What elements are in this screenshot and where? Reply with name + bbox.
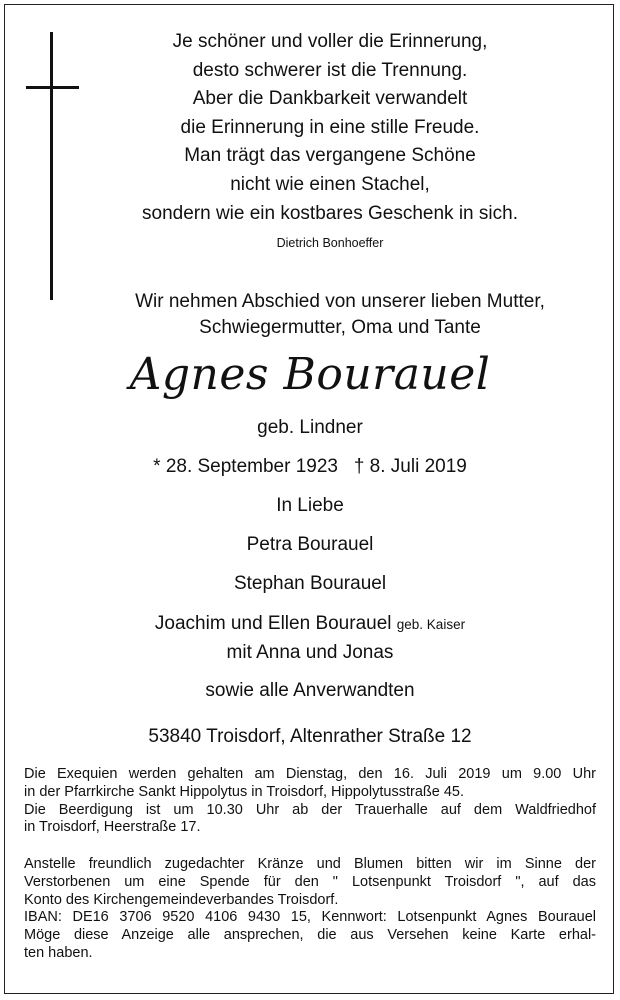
intro-line: Wir nehmen Abschied von unserer lieben Mutter, bbox=[135, 291, 545, 312]
family-member: Petra Bourauel bbox=[246, 534, 374, 555]
poem bbox=[80, 28, 580, 228]
poem-line: desto schwerer ist die Trennung. bbox=[192, 59, 468, 81]
donation-info bbox=[24, 856, 596, 963]
family-others: sowie alle Anverwandten bbox=[205, 680, 415, 701]
family-member: mit Anna und Jonas bbox=[226, 642, 394, 663]
donation-line: Anstelle freundlich zugedachter Kränze und Blumen bitten wir im Sinne der bbox=[24, 856, 596, 872]
poem-line: die Erinnerung in eine stille Freude. bbox=[180, 116, 480, 138]
family-member: Joachim und Ellen Bourauel bbox=[154, 613, 392, 634]
life-dates: * 28. September 1923 † 8. Juli 2019 bbox=[153, 456, 467, 477]
family-member-note: geb. Kaiser bbox=[396, 617, 466, 632]
poem-line: Aber die Dankbarkeit verwandelt bbox=[192, 88, 468, 110]
donation-line: IBAN: DE16 3706 9520 4106 9430 15, Kennwort: Lotsenpunkt Agnes Bourauel bbox=[24, 909, 596, 926]
intro-line: Schwiegermutter, Oma und Tante bbox=[199, 317, 481, 338]
poem-line: Je schöner und voller die Erinnerung, bbox=[172, 31, 488, 52]
address: 53840 Troisdorf, Altenrather Straße 12 bbox=[148, 726, 472, 747]
service-line: in Troisdorf, Heerstraße 17. bbox=[24, 819, 201, 836]
donation-line: Möge diese Anzeige alle ansprechen, die aus Versehen keine Karte erhal- bbox=[24, 927, 596, 944]
poem-line: sondern wie ein kostbares Geschenk in sich. bbox=[142, 202, 518, 224]
family-member: Stephan Bourauel bbox=[233, 573, 387, 594]
donation-line: Konto des Kirchengemeindeverbandes Troisdorf. bbox=[24, 891, 339, 908]
poem-author: Dietrich Bonhoeffer bbox=[276, 236, 384, 250]
service-line: Die Beerdigung ist um 10.30 Uhr ab der Trauerhalle auf dem Waldfriedhof bbox=[24, 801, 596, 818]
cross-icon-bar bbox=[26, 86, 79, 89]
deceased-name: Agnes Bourauel bbox=[129, 349, 491, 400]
service-info bbox=[24, 766, 596, 837]
poem-line: nicht wie einen Stachel, bbox=[230, 173, 430, 195]
poem-line: Man trägt das vergangene Schöne bbox=[184, 145, 476, 167]
donation-line: Verstorbenen um eine Spende für den " Lotsenpunkt Troisdorf ", auf das bbox=[24, 873, 596, 890]
family-heading: In Liebe bbox=[276, 495, 344, 516]
family-member-row bbox=[0, 613, 620, 635]
maiden-name: geb. Lindner bbox=[257, 417, 363, 438]
intro-text bbox=[60, 289, 620, 341]
donation-line: ten haben. bbox=[24, 944, 93, 961]
cross-icon bbox=[50, 32, 53, 300]
service-line: Die Exequien werden gehalten am Dienstag, den 16. Juli 2019 um 9.00 Uhr bbox=[24, 766, 596, 782]
service-line: in der Pfarrkirche Sankt Hippolytus in Troisdorf, Hippolytusstraße 45. bbox=[24, 783, 465, 800]
